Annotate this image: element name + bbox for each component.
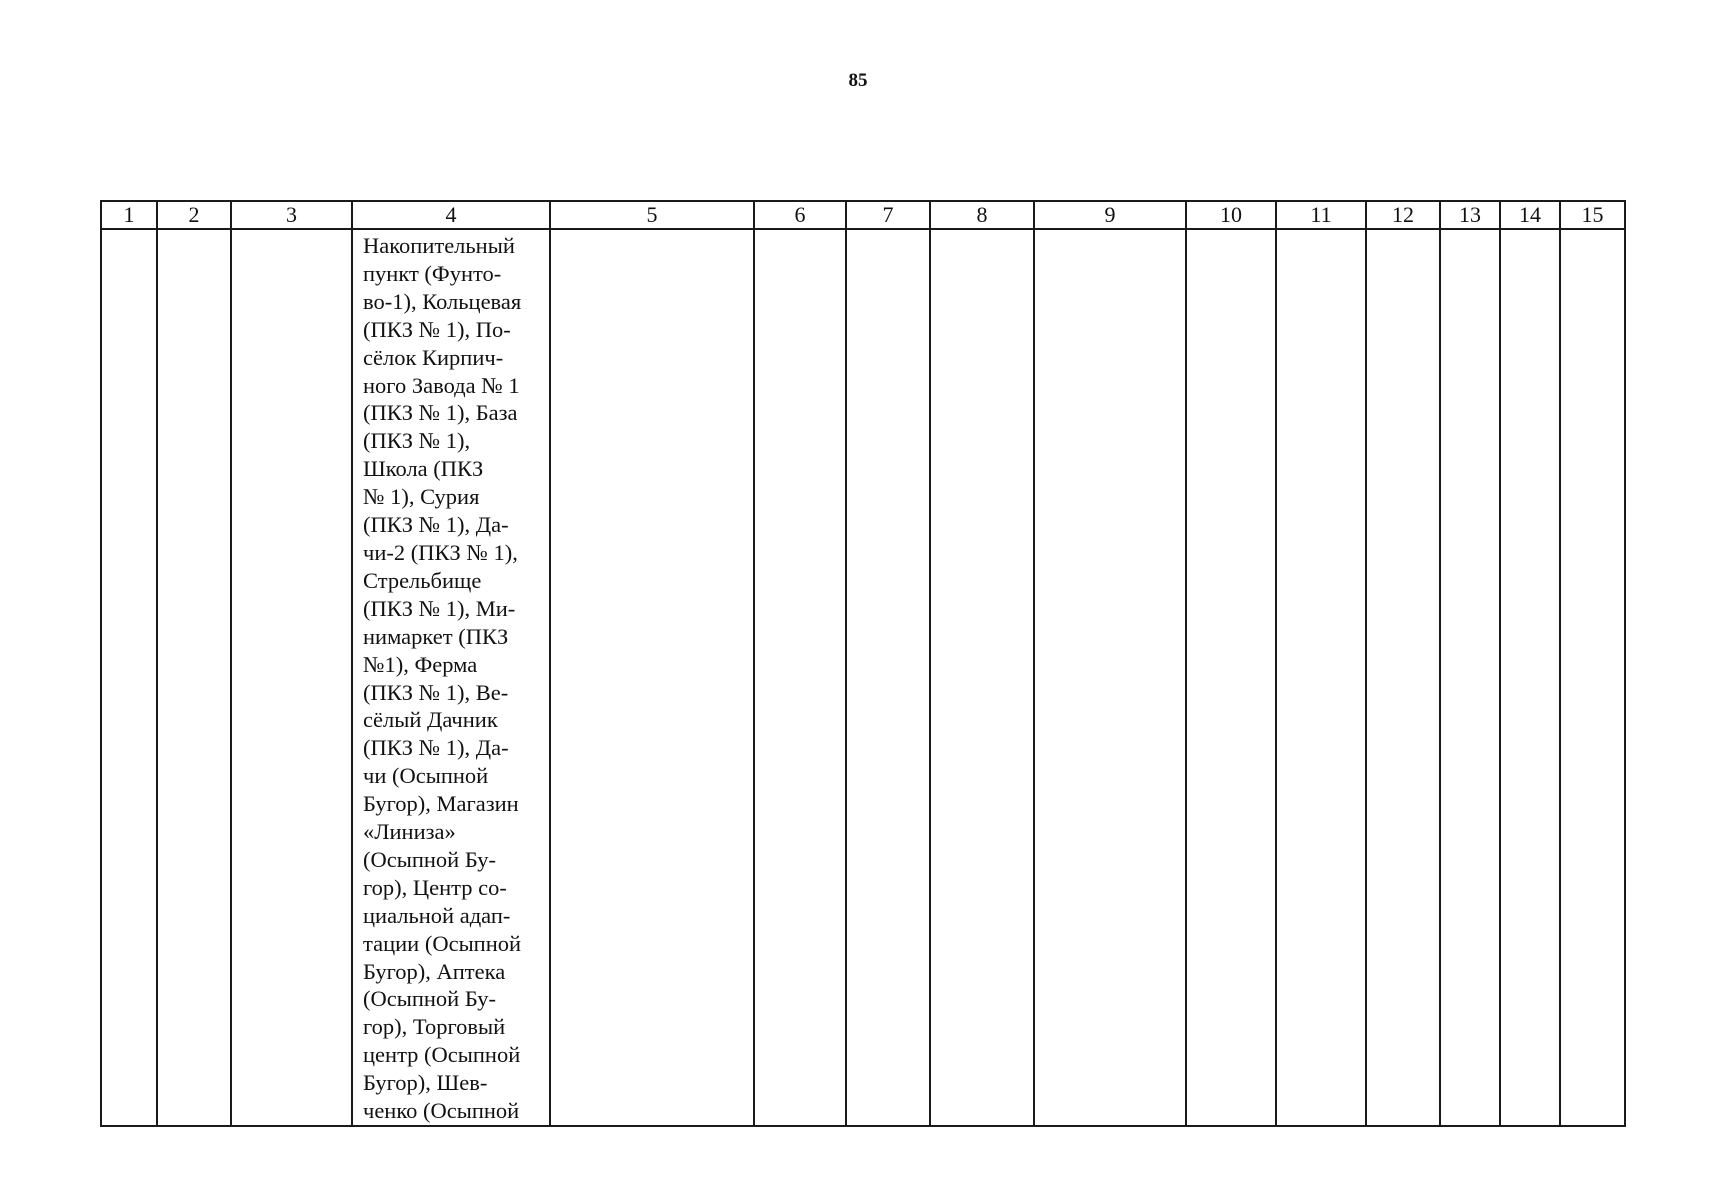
- column-header-10: 10: [1186, 201, 1276, 229]
- column-header-1: 1: [101, 201, 157, 229]
- text-line: № 1), Сурия: [363, 484, 480, 510]
- text-line: циальной адап-: [363, 902, 511, 928]
- table-cell-col-6: [754, 229, 846, 1126]
- text-line: ного Завода № 1: [363, 372, 520, 398]
- column-header-5: 5: [550, 201, 754, 229]
- text-line: (ПКЗ № 1), По-: [363, 316, 511, 342]
- table-cell-col-11: [1276, 229, 1366, 1126]
- table-cell-col-12: [1366, 229, 1440, 1126]
- text-line: гор), Центр со-: [363, 874, 507, 900]
- text-line: (ПКЗ № 1), Да-: [363, 512, 509, 538]
- column-header-4: 4: [352, 201, 550, 229]
- column-header-15: 15: [1560, 201, 1625, 229]
- text-line: Бугор), Шев-: [363, 1070, 488, 1096]
- text-line: №1), Ферма: [363, 651, 478, 677]
- text-line: во-1), Кольцевая: [363, 288, 522, 314]
- column-header-11: 11: [1276, 201, 1366, 229]
- table-cell-col-2: [157, 229, 231, 1126]
- table-cell-col-9: [1034, 229, 1186, 1126]
- text-line: (ПКЗ № 1), Ве-: [363, 679, 509, 705]
- column-header-3: 3: [231, 201, 352, 229]
- text-line: Накопительный: [363, 233, 515, 258]
- text-line: тации (Осыпной: [363, 930, 522, 956]
- text-line: гор), Торговый: [363, 1014, 506, 1040]
- column-header-13: 13: [1440, 201, 1500, 229]
- text-line: (ПКЗ № 1), Да-: [363, 735, 509, 761]
- text-line: чи-2 (ПКЗ № 1),: [363, 539, 518, 565]
- table-cell-col-7: [846, 229, 930, 1126]
- table-row: [101, 229, 1625, 1126]
- table-cell-col-8: [930, 229, 1034, 1126]
- column-header-12: 12: [1366, 201, 1440, 229]
- text-line: Школа (ПКЗ: [363, 456, 484, 482]
- table-cell-col-5: [550, 229, 754, 1126]
- text-line: центр (Осыпной: [363, 1042, 521, 1068]
- column-header-6: 6: [754, 201, 846, 229]
- table-cell-col-1: [101, 229, 157, 1126]
- text-line: «Линиза»: [363, 819, 456, 845]
- data-table: [100, 200, 1626, 1127]
- text-line: ченко (Осыпной: [363, 1098, 520, 1124]
- table-cell-col-4: [352, 229, 550, 1126]
- table-cell-col-13: [1440, 229, 1500, 1126]
- text-line: пункт (Фунто-: [363, 260, 502, 286]
- stop-list-text: [353, 230, 549, 1125]
- text-line: Бугор), Магазин: [363, 791, 519, 817]
- text-line: (ПКЗ № 1), База: [363, 400, 518, 426]
- table-cell-col-15: [1560, 229, 1625, 1126]
- text-line: (Осыпной Бу-: [363, 846, 496, 872]
- column-header-9: 9: [1034, 201, 1186, 229]
- column-header-14: 14: [1500, 201, 1560, 229]
- header-row: [101, 201, 1625, 229]
- page-number: 85: [848, 70, 868, 91]
- table-cell-col-3: [231, 229, 352, 1126]
- table-cell-col-14: [1500, 229, 1560, 1126]
- column-header-2: 2: [157, 201, 231, 229]
- text-line: сёлок Кирпич-: [363, 344, 504, 370]
- column-header-7: 7: [846, 201, 930, 229]
- table-cell-col-10: [1186, 229, 1276, 1126]
- text-line: (Осыпной Бу-: [363, 986, 496, 1012]
- text-line: нимаркет (ПКЗ: [363, 623, 509, 649]
- text-line: (ПКЗ № 1), Ми-: [363, 595, 516, 621]
- text-line: Стрельбище: [363, 567, 482, 593]
- column-header-8: 8: [930, 201, 1034, 229]
- text-line: Бугор), Аптека: [363, 958, 506, 984]
- text-line: чи (Осыпной: [363, 763, 489, 789]
- text-line: сёлый Дачник: [363, 707, 498, 733]
- text-line: (ПКЗ № 1),: [363, 428, 471, 454]
